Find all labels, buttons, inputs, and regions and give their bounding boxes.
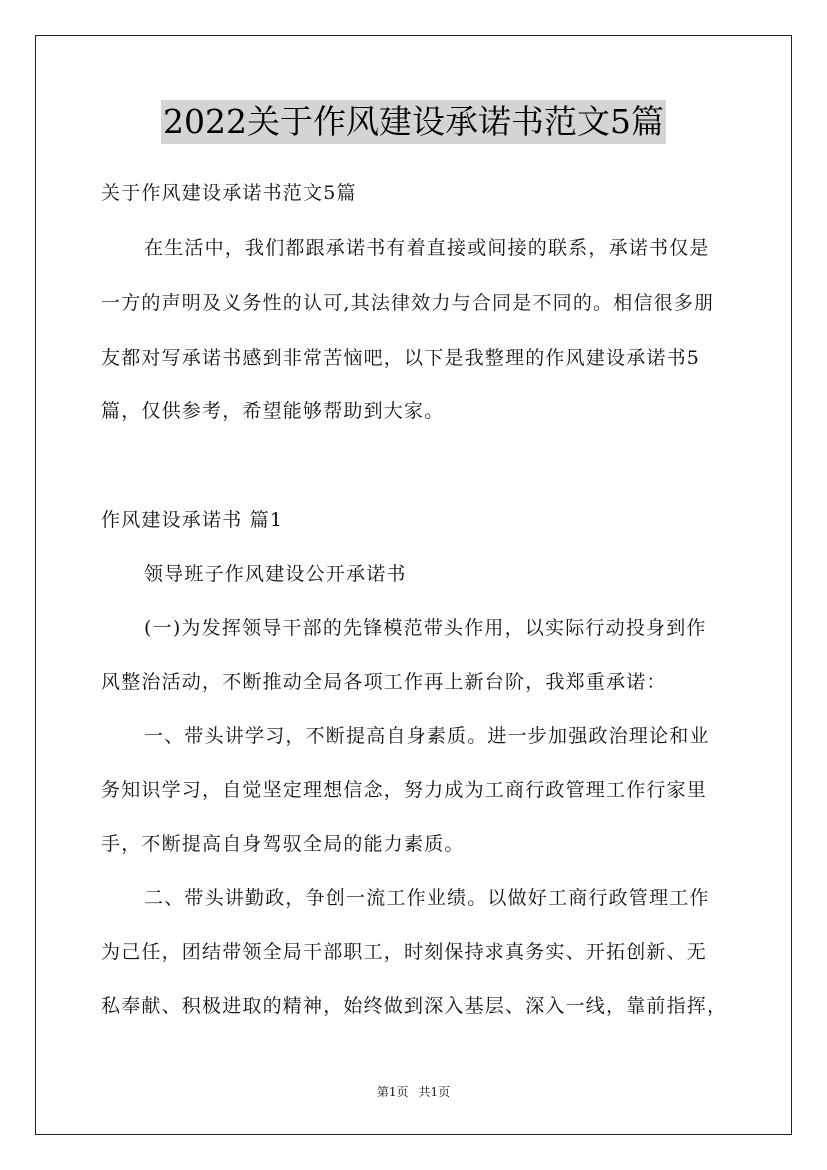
paragraph-line: 私奉献、积极进取的精神，始终做到深入基层、深入一线，靠前指挥， <box>101 995 728 1017</box>
title-container <box>0 100 827 144</box>
paragraph-line: 风整治活动，不断推动全局各项工作再上新台阶，我郑重承诺： <box>101 671 667 693</box>
paragraph-line: 在生活中，我们都跟承诺书有着直接或间接的联系，承诺书仅是 <box>144 237 710 259</box>
section-heading: 作风建设承诺书 篇1 <box>101 509 284 531</box>
paragraph-line: 一、带头讲学习，不断提高自身素质。进一步加强政治理论和业 <box>144 725 710 747</box>
page-number: 第1页 <box>376 1085 409 1099</box>
paragraph-line: (一)为发挥领导干部的先锋模范带头作用，以实际行动投身到作 <box>144 617 707 639</box>
section-subheading: 领导班子作风建设公开承诺书 <box>144 563 407 585</box>
document-title: 2022关于作风建设承诺书范文5篇 <box>161 100 666 144</box>
paragraph-line: 二、带头讲勤政，争创一流工作业绩。以做好工商行政管理工作 <box>144 887 710 909</box>
page-total: 共1页 <box>418 1085 451 1099</box>
page-footer <box>0 1084 827 1100</box>
paragraph-line: 友都对写承诺书感到非常苦恼吧，以下是我整理的作风建设承诺书5 <box>101 347 701 369</box>
paragraph-line: 篇，仅供参考，希望能够帮助到大家。 <box>101 400 445 422</box>
subtitle-line: 关于作风建设承诺书范文5篇 <box>101 182 357 204</box>
paragraph-line: 务知识学习，自觉坚定理想信念，努力成为工商行政管理工作行家里 <box>101 779 708 801</box>
paragraph-line: 为己任，团结带领全局干部职工，时刻保持求真务实、开拓创新、无 <box>101 941 708 963</box>
paragraph-line: 手，不断提高自身驾驭全局的能力素质。 <box>101 833 465 855</box>
paragraph-line: 一方的声明及义务性的认可,其法律效力与合同是不同的。相信很多朋 <box>101 292 715 314</box>
